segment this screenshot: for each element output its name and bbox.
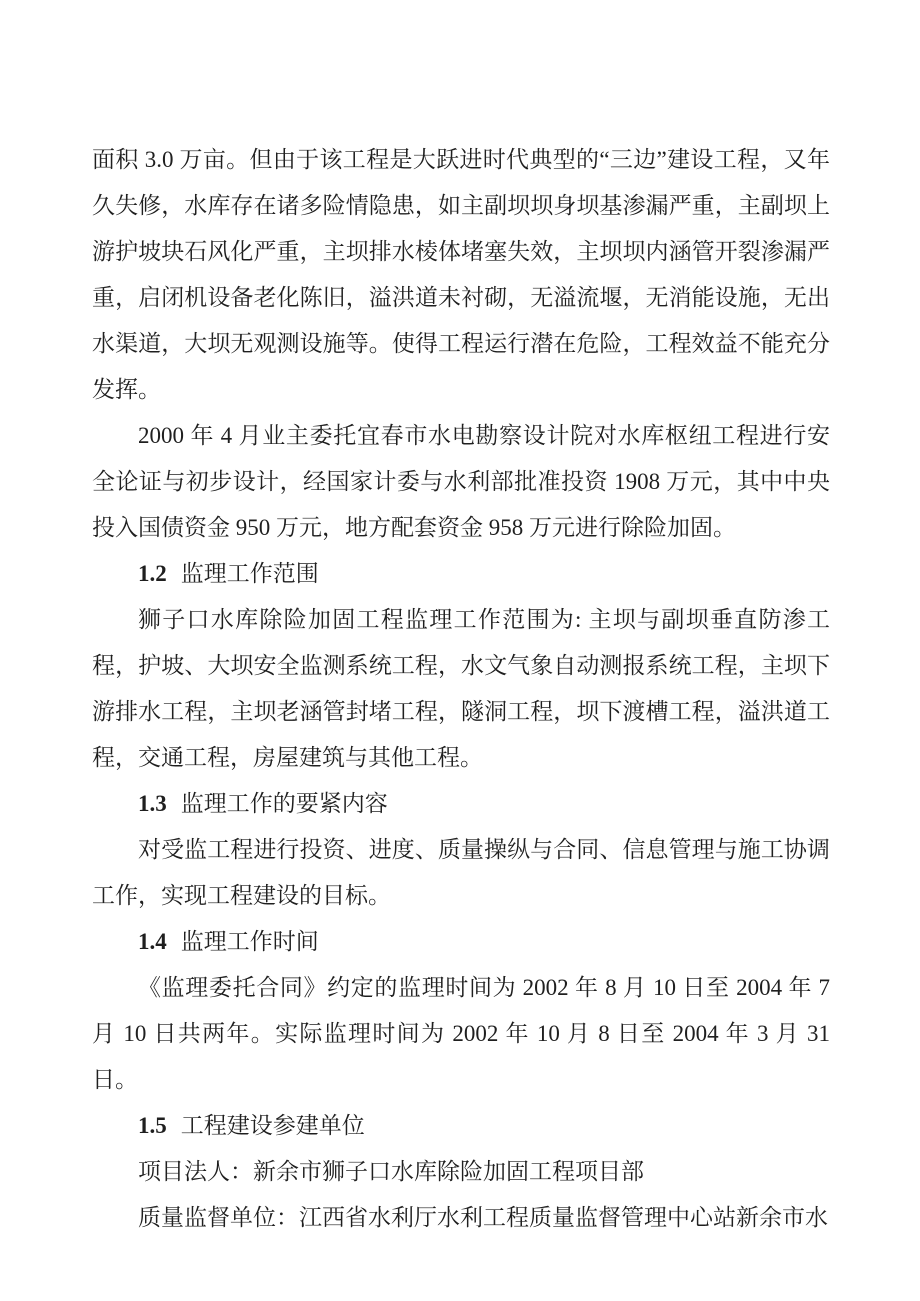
paragraph xyxy=(92,1149,830,1195)
paragraph-text: 监理工作范围 xyxy=(180,561,319,586)
paragraph xyxy=(92,1195,830,1241)
paragraph-text: 狮子口水库除险加固工程监理工作范围为: 主坝与副坝垂直防渗工程，护坡、大坝安全监测系统工程，水文气象自动测报系统工程，主坝下游排水工程，主坝老涵管封堵工程，隧洞工程，坝下渡槽工程，溢洪道工程，交通工程，房屋建筑与其他工程。 xyxy=(92,607,830,770)
section-heading xyxy=(92,551,830,597)
section-heading xyxy=(92,1103,830,1149)
paragraph xyxy=(92,827,830,919)
heading-number: 1.2 xyxy=(138,561,167,586)
paragraph-text: 面积 3.0 万亩。但由于该工程是大跃进时代典型的“三边”建设工程，又年久失修，水库存在诸多险情隐患，如主副坝坝身坝基渗漏严重，主副坝上游护坡块石风化严重，主坝排水棱体堵塞失效，主坝坝内涵管开裂渗漏严重，启闭机设备老化陈旧，溢洪道未衬砌，无溢流堰，无消能设施，无出水渠道，大坝无观测设施等。使得工程运行潜在危险，工程效益不能充分发挥。 xyxy=(92,147,830,402)
paragraph-text: 工程建设参建单位 xyxy=(180,1113,365,1138)
paragraph xyxy=(92,965,830,1103)
paragraph-text: 对受监工程进行投资、进度、质量操纵与合同、信息管理与施工协调工作，实现工程建设的目标。 xyxy=(92,837,830,908)
paragraph xyxy=(92,137,830,413)
paragraph-text: 2000 年 4 月业主委托宜春市水电勘察设计院对水库枢纽工程进行安全论证与初步设计，经国家计委与水利部批准投资 1908 万元，其中中央投入国债资金 950 万元，地方配套资金 958 万元进行除险加固。 xyxy=(92,423,830,540)
paragraph-text: 质量监督单位：江西省水利厅水利工程质量监督管理中心站新余市水 xyxy=(138,1205,828,1230)
paragraph-text: 《监理委托合同》约定的监理时间为 2002 年 8 月 10 日至 2004 年 7 月 10 日共两年。实际监理时间为 2002 年 10 月 8 日至 2004 年 3 月 31 日。 xyxy=(92,975,830,1092)
document-body xyxy=(92,137,830,1241)
paragraph-text: 监理工作时间 xyxy=(180,929,319,954)
heading-number: 1.4 xyxy=(138,929,167,954)
paragraph xyxy=(92,413,830,551)
paragraph-text: 监理工作的要紧内容 xyxy=(180,791,388,816)
paragraph xyxy=(92,597,830,781)
paragraph-text: 项目法人：新余市狮子口水库除险加固工程项目部 xyxy=(138,1159,644,1184)
heading-number: 1.5 xyxy=(138,1113,167,1138)
heading-number: 1.3 xyxy=(138,791,167,816)
section-heading xyxy=(92,919,830,965)
section-heading xyxy=(92,781,830,827)
